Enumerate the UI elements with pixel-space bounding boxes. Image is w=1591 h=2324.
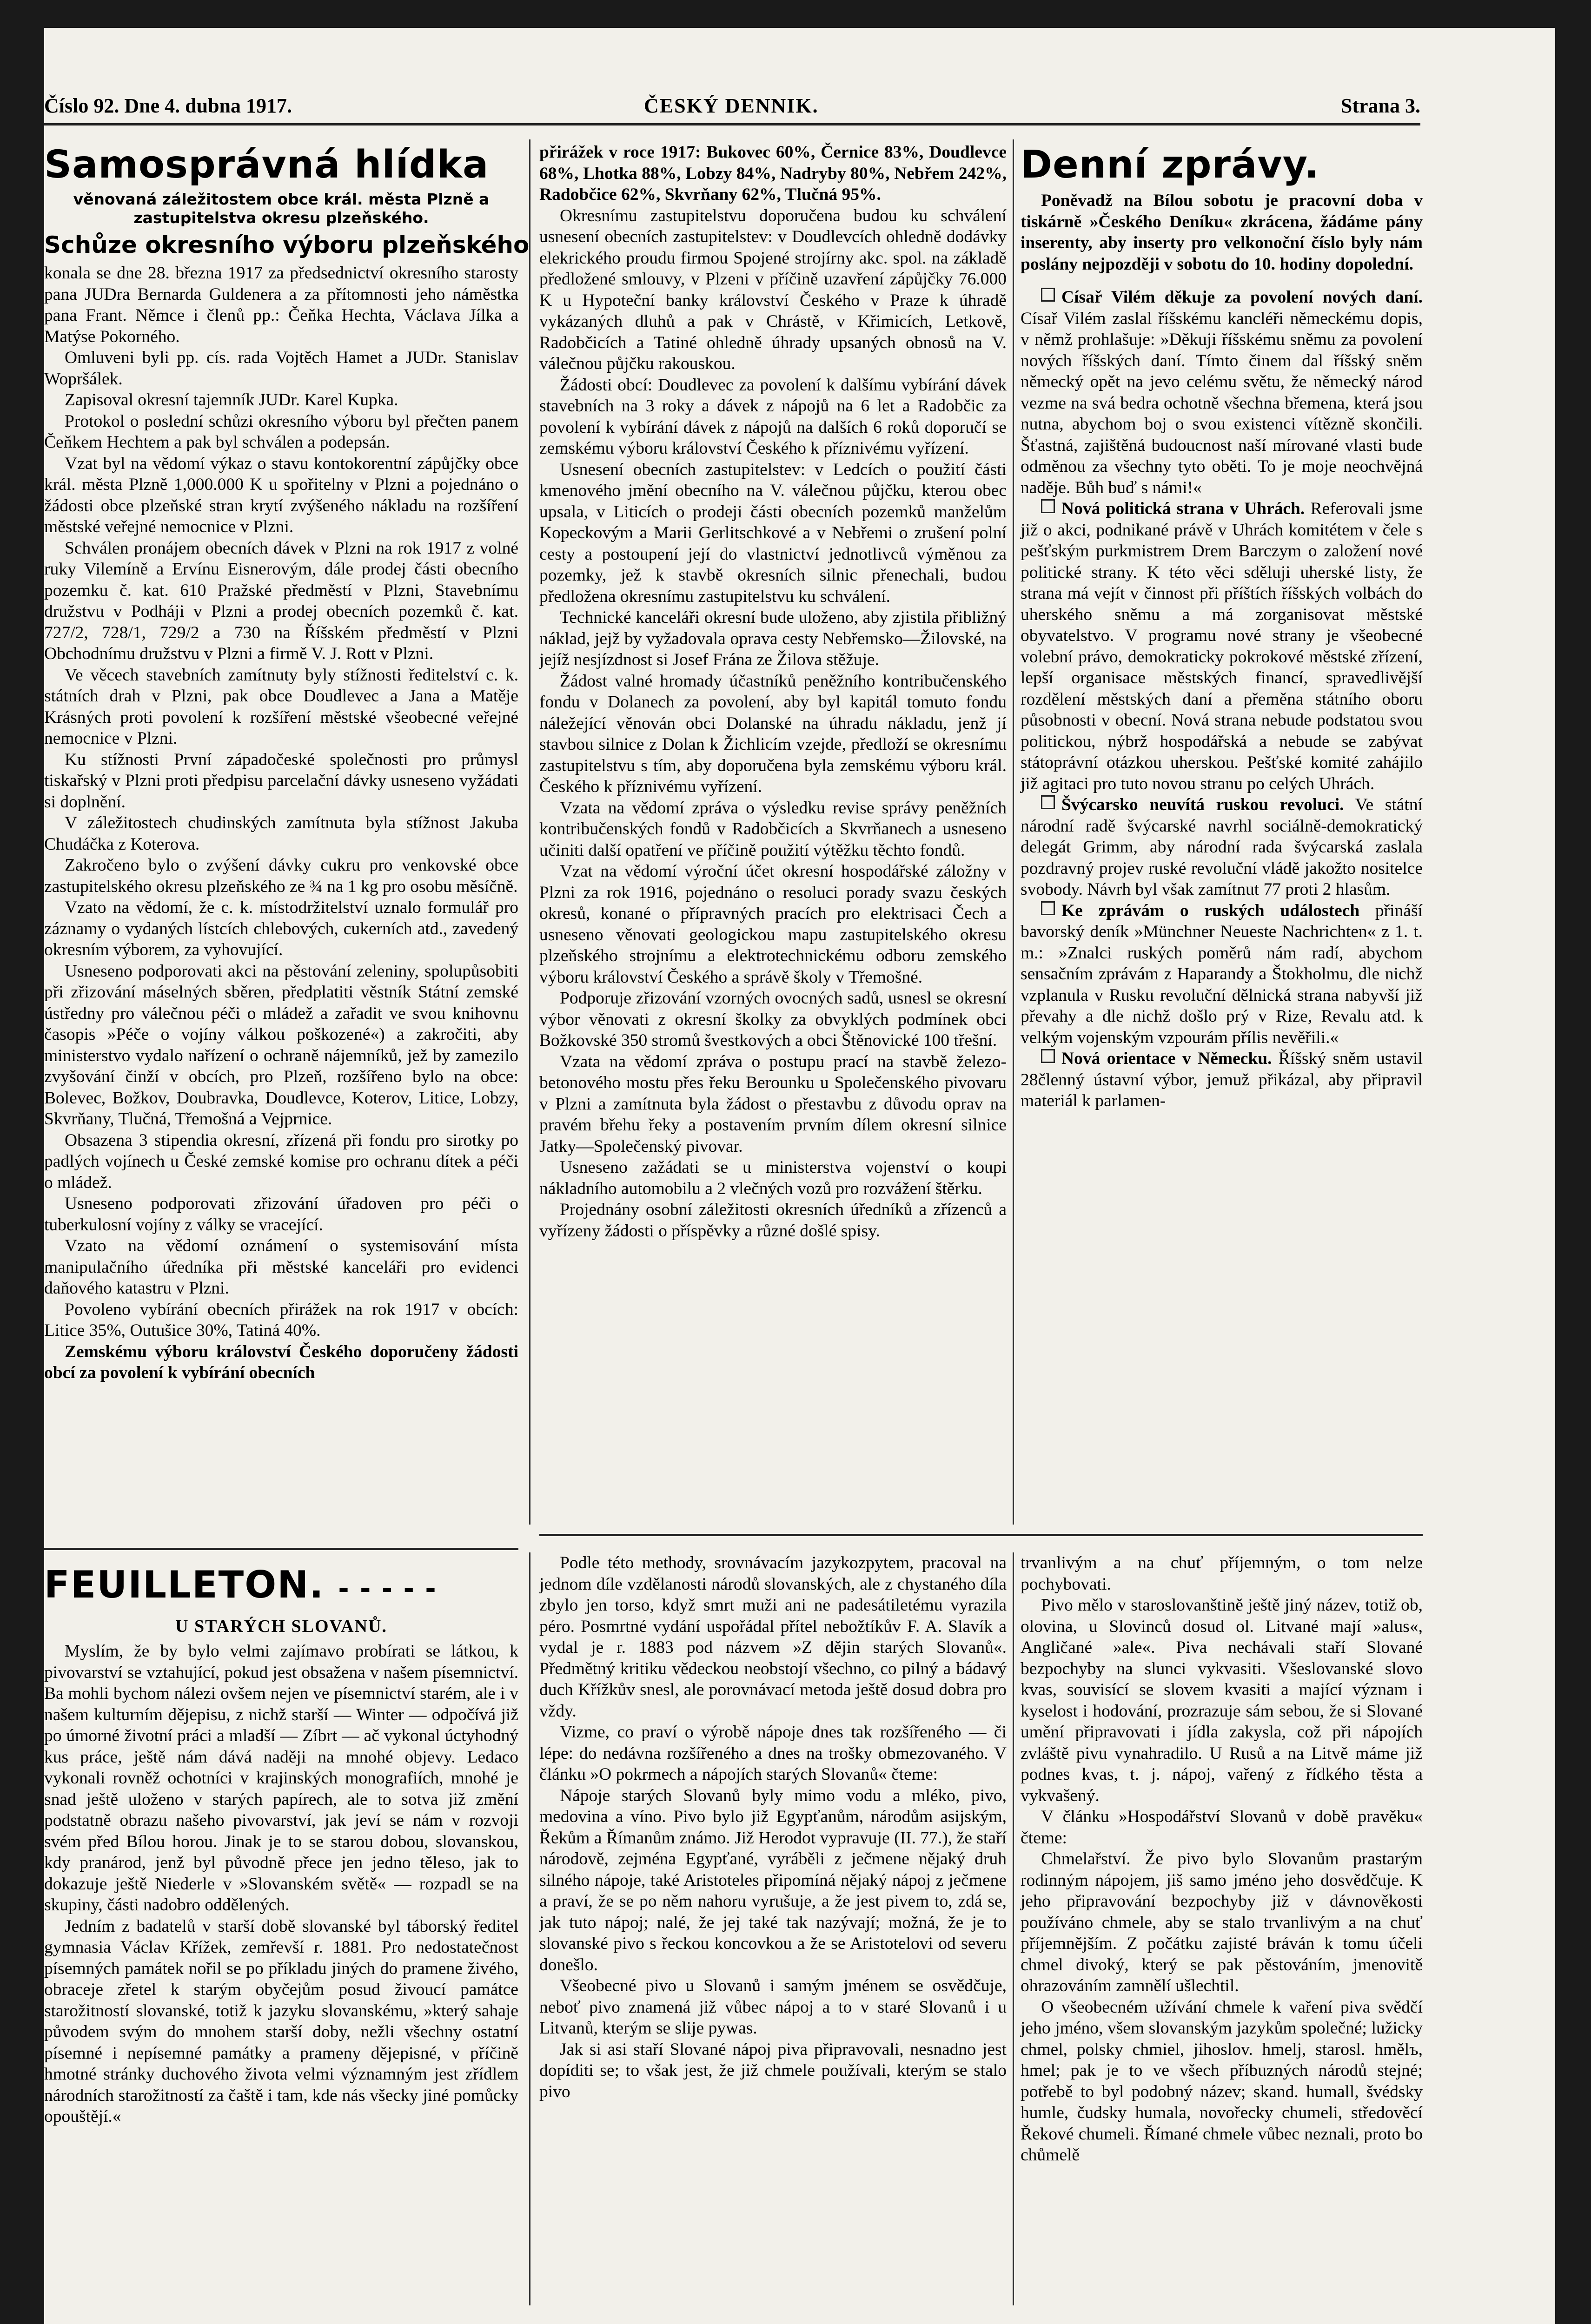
news-title: Švýcarsko neuvítá ruskou revoluci.: [1061, 795, 1344, 814]
news-text: Referovali jsme již o akci, podnikané právě v Uhrách komitétem v čele s pešťským purkmistrem Drem Barczym o založení nové politické strany. K této věci sděluji uherské listy, že strana má vejít v činnost při příštích říšských volbách do uherského sněmu a má zorganisovat městské obyvatelstvo. V programu nové strany je všeobecné volební právo, demokraticky pokrokové městské zřízení, lepší organisace městských financí, spravedlivější rozdělení městských daní a přeměna státního oboru působnosti v obecní. Nová strana nebude podstatou svou politickou, nýbrž hospodářská a nebude se zabývat státoprávní otázkou uherskou. Pešťské komité zahájilo již agitaci pro tuto novou stranu po celých Uhrách.: [1021, 499, 1423, 793]
feuilleton-column-1: [44, 1641, 518, 2127]
paragraph: Schválen pronájem obecních dávek v Plzni na rok 1917 z volné ruky Vilemíně a Ervínu Eisnerovým, dále prodej části obecního pozemku č. kat. 610 Pražské předměstí v Plzni, Stavebnímu družstvu v Podháji v Plzni a prodej obecních pozemků č. kat. 727/2, 728/1, 729/2 a 730 na Říšském předměstí v Plzni Obchodnímu družstvu v Plzni a firmě V. J. Rott v Plzni.: [44, 538, 518, 663]
feuilleton-dashes: - - - - -: [338, 1574, 437, 1604]
paragraph: Vzata na vědomí zpráva o výsledku revise správy peněžních kontribučenských fondů v Radobčicích a Skvrňanech a usneseno učiniti další opatření ve příčině použití výtěžku těchto fondů.: [539, 798, 1007, 860]
paragraph: Usneseno zažádati se u ministerstva vojenství o koupi nákladního automobilu a 2 vlečných vozů pro rozvážení štěrku.: [539, 1158, 1007, 1198]
square-bullet-icon: [1041, 499, 1055, 513]
paragraph: Žádost valné hromady účastníků peněžního kontribučenského fondu v Dolanech za povolení, aby byl kapitál tomuto fondu náležející věnován obci Dolanské na úhradu nákladu, jenž jí stavbou silnice z Dolan k Žichlicím vzejde, předloží se okresnímu zastupitelstvu s tím, aby doporučena byla zemskému výboru král. Českého k příznivému vyřízení.: [539, 671, 1007, 796]
square-bullet-icon: [1041, 901, 1055, 915]
paragraph: přirážek v roce 1917: Bukovec 60%, Černice 83%, Doudlevce 68%, Lhotka 88%, Lobzy 84%, Nadryby 80%, Nebřem 242%, Radobčice 62%, Skvrňany 62%, Tlučná 95%.: [539, 143, 1007, 204]
column-rule: [529, 1552, 530, 2305]
news-item: [1021, 900, 1423, 1049]
paragraph: Zakročeno bylo o zvýšení dávky cukru pro venkovské obce zastupitelského okresu plzeňského ze ¾ na 1 kg pro osobu měsíčně.: [44, 856, 518, 896]
news-text: Říšský sněm ustavil 28členný ústavní výbor, jemuž přikázal, aby připravil materiál k parlamen-: [1021, 1049, 1423, 1110]
meeting-title: Schůze okresního výboru plzeňského: [44, 231, 530, 258]
column-rule: [529, 139, 530, 1525]
paragraph: V záležitostech chudinských zamítnuta byla stížnost Jakuba Chudáčka z Koterova.: [44, 813, 518, 854]
news-text: Císař Vilém zaslal říšskému kancléři německému dopis, v němž prohlašuje: »Děkuji říšskému sněmu za povolení nových říšských daní. Tímto činem dal říšský sněm německý opět na jevo celému světu, že německý národ vezme na svá bedra ochotně všechna břemena, která jsou nutna, abychom boj o svou existenci vítězně skončili. Šťastná, zajištěná budoucnost naší mírované vlasti bude odměnou za všechny tyto oběti. To je moje neochvějná naděje. Bůh buď s námi!«: [1021, 309, 1423, 497]
paragraph: Chmelařství. Že pivo bylo Slovanům prastarým rodinným nápojem, jiš samo jméno jeho dosvědčuje. K jeho připravování bezpochyby již v dávnověkosti používáno chmele, aby se stalo trvanlivým a na chuť příjemnějším. Z počátku zajisté bráván k tomu účeli chmel divoký, který se pak pěstováním, jmenovitě ohrazováním zamnělí ušlechtil.: [1021, 1849, 1423, 1995]
paragraph: Omluveni byli pp. cís. rada Vojtěch Hamet a JUDr. Stanislav Wopršálek.: [44, 348, 518, 389]
paragraph: V článku »Hospodářství Slovanů v době pravěku« čteme:: [1021, 1807, 1423, 1848]
news-text: Ve státní národní radě švýcarské navrhl sociálně-demokratický delegát Grimm, aby národní rada švýcarská zaslala pozdravný projev ruské revoluční vládě jakožto nositelce svobody. Návrh byl však zamítnut 77 proti 2 hlasům.: [1021, 795, 1423, 899]
paragraph: Nápoje starých Slovanů byly mimo vodu a mléko, pivo, medovina a víno. Pivo bylo již Egypťanům, národům asijským, Řekům a Římanům známo. Již Herodot vypravuje (II. 77.), že staří národově, zejména Egypťané, vyráběli z ječmene nějaký druh silného nápoje, také Aristoteles připomíná nějaký nápoj z ječmene a praví, že se po něm nahoru vyrušuje, a že jest pivem to, zdá se, jak tuto nápoj; nalé, že jej také tak nazývají; možná, že je to slovanské pivo s řeckou koncovkou a že se Aristotelovi od severu donešlo.: [539, 1786, 1007, 1974]
issue-date: Číslo 92. Dne 4. dubna 1917.: [44, 94, 292, 117]
section-heading: Samosprávná hlídka: [44, 143, 489, 187]
paragraph: Žádosti obcí: Doudlevec za povolení k dalšímu vybírání dávek stavebních na 3 roky a dávek z nápojů na 6 let a Radobčic za povolení k vybírání dávek z nápojů na dalších 6 roků doporučí se zemskému výboru království Českého k příznivému vyřízení.: [539, 375, 1007, 458]
paragraph: Jedním z badatelů v starší době slovanské byl táborský ředitel gymnasia Václav Křížek, zemřevší r. 1881. Pro nedostatečnost písemných památek nořil se po příkladu jiných do pramene živého, obraceje zřetel k starým obyčejům posud živoucí památce starožitností slovanské, totiž k jazyku slovanskému, »který sahaje původem svým do mnohem starší doby, nežli všechny ostatní písemné i nepísemné památky a prameny dějepisné, v příčině hmotné stránky duchového života velmi významným jest zřídlem národních starožitností za čaště i tam, kde nás všecky jiné pomůcky opouštějí.«: [44, 1916, 518, 2126]
news-text: přináší bavorský deník »Münchner Neueste Nachrichten« z 1. t. m.: »Znalci ruských poměrů nám radí, abychom sensačním zprávám z Haparandy a Štokholmu, dle nichž vzplanula v Rusku revoluční dělnická strana nabyvší již převahy a dle nichž došlo prý v Rize, Revalu atd. k velkým vojenským vzpourám přílis nevěřili.«: [1021, 901, 1423, 1047]
column-right: [1021, 142, 1423, 1112]
paragraph: Jak si asi staří Slované nápoj piva připravovali, nesnadno jest dopíditi se; to však jest, že již chmele používali, kterým se stalo pivo: [539, 2040, 1007, 2101]
paragraph: Zemskému výboru království Českého doporučeny žádosti obcí za povolení k vybírání obecních: [44, 1342, 518, 1382]
feuilleton-column-3: [1021, 1552, 1423, 2166]
paragraph: Vzato na vědomí, že c. k. místodržitelství uznalo formulář pro záznamy o vydaných lístcích chlebových, cukerních atd., zavedený okresním výborem, za vyhovující.: [44, 898, 518, 959]
feuilleton-column-2: [539, 1552, 1007, 2102]
paragraph: Všeobecné pivo u Slovanů i samým jménem se osvědčuje, neboť pivo znamená již vůbec nápoj a to v staré Slovanů i u Litvanů, kterým se slije pywas.: [539, 1976, 1007, 2038]
paragraph: Obsazena 3 stipendia okresní, zřízená při fondu pro sirotky po padlých vojínech u České zemské komise pro ochranu dítek a péči o mládež.: [44, 1130, 518, 1192]
news-item: [1021, 498, 1423, 794]
paragraph: trvanlivým a na chuť příjemným, o tom nelze pochybovati.: [1021, 1553, 1423, 1594]
paragraph: Vzato na vědomí oznámení o systemisování místa manipulačního úředníka při městské kanceláři pro evidenci daňového katastru v Plzni.: [44, 1236, 518, 1298]
paragraph: Usneseno podporovati zřizování úřadoven pro péči o tuberkulosní vojíny z války se vracející.: [44, 1194, 518, 1235]
feuilleton-subtitle: U STARÝCH SLOVANŮ.: [175, 1617, 387, 1636]
paragraph: Ku stížnosti První západočeské společnosti pro průmysl tiskařský v Plzni proti předpisu parcelační dávky usneseno vyžádati si doplnění.: [44, 750, 518, 812]
news-item: [1021, 794, 1423, 900]
paragraph: Vizme, co praví o výrobě nápoje dnes tak rozšířeného — či lépe: do nedávna rozšířeného a dnes na trošky obmezovaného. V článku »O pokrmech a nápojích starých Slovanů« čteme:: [539, 1723, 1007, 1784]
paragraph: Zapisoval okresní tajemník JUDr. Karel Kupka.: [65, 390, 398, 409]
feuilleton-title: FEUILLETON.: [44, 1563, 325, 1606]
paragraph: Pivo mělo v staroslovanštině ještě jiný název, totiž ob, olovina, u Slovinců dosud ol. Litvané mají »alus«, Angličané »ale«. Piva nechávali staří Slované bezpochyby na slunci vykvasiti. Všeslovanské slovo kvas, souvisící se slovem kvasiti a mající význam i kyselost i hodování, prozrazuje sám sebou, že si Slované umění připravovati i jídla zakysla, což při nápojích zvláště pivu vynahradilo. U Rusů a na Litvě máme již podnes kvas, t. j. nápoj, vařený z řídkého těsta a vykvašený.: [1021, 1596, 1423, 1805]
column-left: [44, 142, 530, 1384]
feuilleton-heading: [44, 1562, 518, 1640]
page-number: Strana 3.: [1340, 94, 1420, 117]
column-rule: [1013, 1552, 1014, 2305]
column-rule: [1013, 139, 1014, 1525]
paragraph: Projednány osobní záležitosti okresních úředníků a zřízenců a vyřízeny žádosti o příspěvky a různé došlé spisy.: [539, 1200, 1007, 1241]
newspaper-title: ČESKÝ DENNIK.: [644, 94, 819, 117]
news-title: Nová politická strana v Uhrách.: [1061, 499, 1305, 518]
news-title: Nová orientace v Německu.: [1061, 1049, 1272, 1068]
section-divider: [44, 1548, 518, 1550]
paragraph: Myslím, že by bylo velmi zajímavo probírati se látkou, k pivovarství se vztahující, pokud jest obsažena v našem písemnictví. Ba mohli bychom nálezi ovšem nejen ve písemnictví starém, ale i v našem kulturním dějepisu, z nichž starší — Winter — odpočívá již po úmorné životní práci a mladší — Zíbrt — ač vykonal úctyhodný kus práce, ještě nám dává naději na mnohé objevy. Ledaco vykonali rovněž ochotníci v krajinských monografiích, mnohé je snad ještě uloženo v starých papírech, ale to sotva již změní podstatně obrazu našeho pivovarství, jak jeví se nám v rozvoji svém před Bílou horou. Jinak je to se starou dobou, slovanskou, kdy pranárod, jenž byl původně přece jen jedno těleso, jak to dokazuje ještě Niederle v »Slovanském světě« — rozpadl se na skupiny, části nadobro oddělených.: [44, 1642, 518, 1915]
paragraph: Protokol o poslední schůzi okresního výboru byl přečten panem Čeňkem Hechtem a pak byl schválen a podepsán.: [44, 411, 518, 452]
news-title: Ke zprávám o ruských událostech: [1061, 901, 1360, 920]
paragraph: Povoleno vybírání obecních přirážek na rok 1917 v obcích: Litice 35%, Outušice 30%, Tatiná 40%.: [44, 1300, 518, 1340]
paragraph: Vzat na vědomí výroční účet okresní hospodářské záložny v Plzni za rok 1916, pojednáno o resoluci porady svazu českých okresů, konané o přípravných pracích pro elektrisaci Čech a usneseno věnovati geologickou mapu zastupitelského okresu plzeňského strojnímu a elektrotechnickému odboru zemského výboru království Českého a správě školy v Třemošné.: [539, 862, 1007, 987]
column-middle: [539, 142, 1007, 1241]
notice: Poněvadž na Bílou sobotu je pracovní doba v tiskárně »Českého Deníku« zkrácena, žádáme pány inserenty, aby inserty pro velkonoční číslo byly nám poslány nejpozději v sobotu do 10. hodiny dopolední.: [1021, 191, 1423, 274]
paragraph: Vzat byl na vědomí výkaz o stavu kontokorentní zápůjčky obce král. města Plzně 1,000.000 K u spořitelny v Plzni a pojednáno o žádosti obce plzeňské stran krytí zvýšeného nákladu na rozšíření městské veřejné nemocnice v Plzni.: [44, 454, 518, 536]
paragraph: Okresnímu zastupitelstvu doporučena budou ku schválení usnesení obecních zastupitelstev: v Doudlevcích ohledně dodávky elekrického proudu firmou Spojené strojírny akc. spol. na základě předložené smlouvy, v Plzeni v příčině uzavření zápůjčky 76.000 K u Hypoteční banky království Českého v Praze k úhradě vykázaných dluhů a pak v Chrástě, v Křimicích, Letkově, Radobčicích a Tatiné ohledně úhrady upsaných obnosů na V. válečnou půjčku rakouskou.: [539, 206, 1007, 373]
square-bullet-icon: [1041, 1049, 1055, 1063]
news-title: Císař Vilém děkuje za povolení nových daní.: [1061, 288, 1423, 307]
paragraph: Podle této methody, srovnávacím jazykozpytem, pracoval na jednom díle vzdělanosti národů slovanských, ale z chystaného díla zbylo jen torso, když smrt muži ani ne padesátiletému vyrazila péro. Posmrtné vydání uspořádal přítel nebožtíkův F. A. Slavík a vydal je r. 1883 pod názvem »Z dějin starých Slovanů«. Předmětný kritiku vědeckou neobstojí všechno, co pilný a bádavý duch Křížkův snesl, ale porovnávací metoda ještě dosud dobra pro vždy.: [539, 1553, 1007, 1721]
section-subheading: věnovaná záležitostem obce král. města Plzně a zastupitelstva okresu plzeňského.: [73, 190, 490, 227]
paragraph: Vzata na vědomí zpráva o postupu prací na stavbě železo-betonového mostu přes řeku Berounku u Společenského pivovaru v Plzni a zamítnuta byla žádost o přestavbu z důvodu oprav na pravém břehu řeky a postavením prvním dílem okresní silnice Jatky—Společenský pivovar.: [539, 1052, 1007, 1156]
news-item: [1021, 1048, 1423, 1112]
paragraph: Podporuje zřizování vzorných ovocných sadů, usnesl se okresní výbor věnovati z okresní školky za obvyklých podmínek obci Božkovské 350 stromů švestkových a obci Štěnovické 100 třešní.: [539, 989, 1007, 1050]
square-bullet-icon: [1041, 288, 1055, 302]
section-heading: Denní zprávy.: [1021, 143, 1319, 187]
masthead: [44, 81, 1420, 125]
paragraph: konala se dne 28. března 1917 za předsednictví okresního starosty pana JUDra Bernarda Guldenera a za přítomnosti jeho náměstka pana Frant. Němce i členů pp.: Čeňka Hechta, Václava Jílka a Matýse Pokorného.: [44, 264, 518, 346]
news-item: [1021, 287, 1423, 498]
paragraph: Usnesení obecních zastupitelstev: v Ledcích o použití části kmenového jmění obecního na V. válečnou půjčku, kterou obec upsala, v Liticích o prodeji části obecních pozemků manželům Kopeckovým a Marii Gerlitschkové a v Nebřemi o zrušení polní cesty a postoupení její do vlastnictví jednotlivců výměnou za pozemky, jež k stavbě okresních silnic přenechali, budou předložena okresnímu zastupitelstvu ku schválení.: [539, 460, 1007, 606]
paragraph: Technické kanceláři okresní bude uloženo, aby zjistila přibližný náklad, jejž by vyžadovala oprava cesty Nebřemsko—Žilovské, na jejíž nesjízdnost si Josef Frána ze Žilova stěžuje.: [539, 608, 1007, 669]
paragraph: O všeobecném užívání chmele k vaření piva svědčí jeho jméno, všem slovanským jazykům společné; lužicky chmel, polsky chmiel, jihoslov. hmelj, starosl. hmělъ, hmel; pak je to ve všech příbuzných národů stejné; potřebě to byl podobný název; skand. humall, švédsky humle, čudsky humala, novořecky chumeli, středověcí Řekové chumeli. Římané chmele vůbec neznali, proto bo chůmelě: [1021, 1997, 1423, 2165]
section-divider: [539, 1534, 1423, 1536]
square-bullet-icon: [1041, 795, 1055, 809]
paragraph: Usneseno podporovati akci na pěstování zeleniny, spolupůsobiti při zřizování máselných sběren, předplatiti věstník Státní zemské ústředny pro válečnou péči o mládež a zařadit ve svou knihovnu časopis »Péče o vojíny válkou poškozené«) a zakročiti, aby ministerstvo vydalo nařízení o ochraně nájemníků, jež by zamezilo zvyšování činží v obcích, pro Plzeň, rozšířeno bylo na obce: Bolevec, Božkov, Doubravka, Doudlevce, Koterov, Litice, Lobzy, Skvrňany, Tlučná, Třemošná a Vejprnice.: [44, 961, 518, 1129]
paragraph: Ve věcech stavebních zamítnuty byly stížnosti ředitelství c. k. státních drah v Plzni, pak obce Doudlevec a Jana a Matěje Krásných proti povolení k rozšíření městské všeobecné veřejné nemocnice v Plzni.: [44, 665, 518, 748]
